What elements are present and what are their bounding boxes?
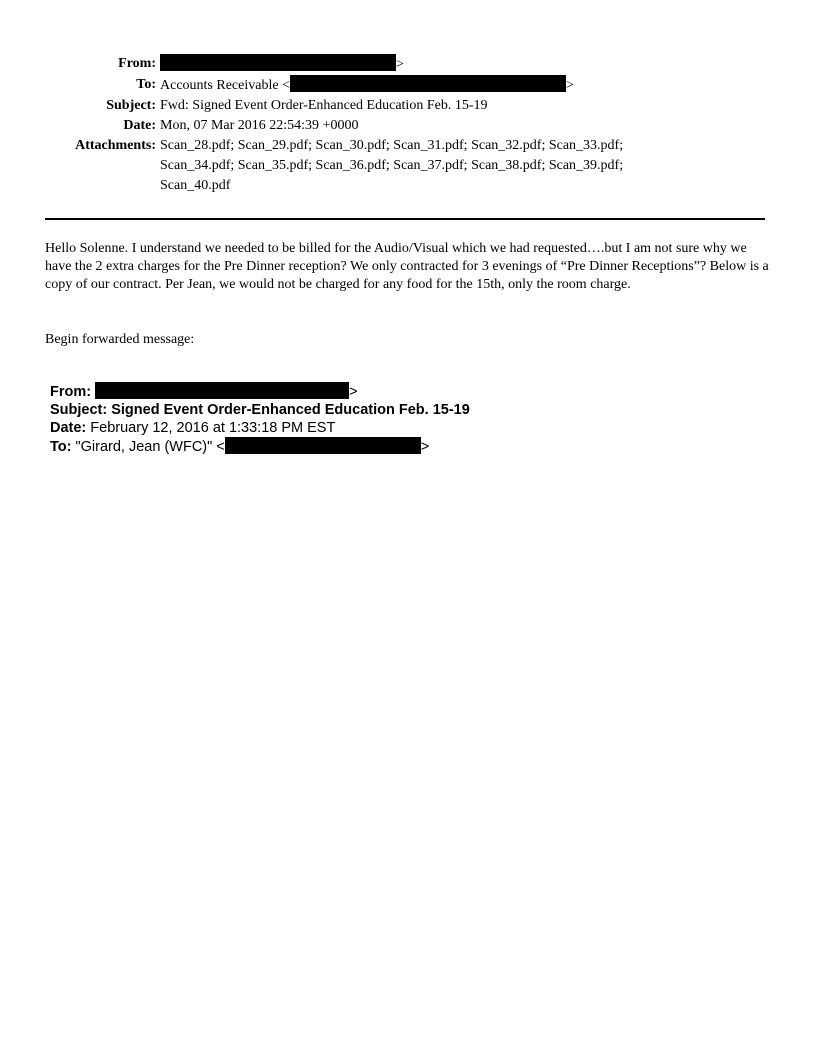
- forwarded-header: [50, 382, 750, 456]
- email-header: [0, 54, 816, 196]
- begin-forwarded-line: Begin forwarded message:: [45, 332, 195, 347]
- header-divider: [45, 218, 765, 220]
- redacted-block: [225, 437, 421, 454]
- to-prefix: Accounts Receivable <: [160, 78, 290, 93]
- subject-label: Subject:: [106, 98, 156, 113]
- attachments-line: Scan_40.pdf: [160, 178, 231, 193]
- fwd-subject-row: [50, 401, 750, 419]
- fwd-to-label: To:: [50, 439, 72, 455]
- date-label: Date:: [123, 118, 156, 133]
- fwd-date-value: February 12, 2016 at 1:33:18 PM EST: [90, 420, 336, 436]
- attachments-line: Scan_34.pdf; Scan_35.pdf; Scan_36.pdf; Scan_37.pdf; Scan_38.pdf; Scan_39.pdf;: [160, 158, 624, 173]
- message-body: Hello Solenne. I understand we needed to be billed for the Audio/Visual which we had requested….but I am not sure why we have the 2 extra charges for the Pre Dinner reception? We only contracted for 3 evenings of “Pre Dinner Receptions”? Below is a copy of our contract. Per Jean, we would not be charged for any food for the 15th, only the room charge.: [45, 241, 769, 292]
- attachments-label: Attachments:: [75, 138, 156, 153]
- fwd-date-label: Date:: [50, 420, 87, 436]
- fwd-subject-label: Subject:: [50, 402, 108, 418]
- from-label: From:: [118, 56, 156, 71]
- fwd-from-row: [50, 382, 750, 401]
- to-value: [160, 75, 720, 96]
- attachments-row: [0, 136, 816, 196]
- redacted-block: [95, 382, 349, 399]
- from-row: [0, 54, 816, 75]
- from-suffix: >: [396, 57, 404, 72]
- to-suffix: >: [565, 78, 574, 93]
- subject-value: Fwd: Signed Event Order-Enhanced Education Feb. 15-19: [160, 98, 488, 113]
- fwd-date-row: [50, 419, 750, 437]
- date-value: Mon, 07 Mar 2016 22:54:39 +0000: [160, 118, 359, 133]
- subject-row: [0, 96, 816, 116]
- fwd-from-suffix: >: [349, 384, 358, 400]
- redacted-block: [290, 75, 566, 92]
- attachments-value: [160, 136, 720, 196]
- fwd-from-label: From:: [50, 384, 92, 400]
- fwd-subject-value: Signed Event Order-Enhanced Education Feb. 15-19: [111, 402, 470, 418]
- fwd-to-row: [50, 437, 750, 456]
- fwd-to-suffix: >: [420, 439, 430, 455]
- date-row: [0, 116, 816, 136]
- to-row: [0, 75, 816, 96]
- redacted-block: [160, 54, 396, 71]
- attachments-line: Scan_28.pdf; Scan_29.pdf; Scan_30.pdf; Scan_31.pdf; Scan_32.pdf; Scan_33.pdf;: [160, 138, 624, 153]
- fwd-to-prefix: "Girard, Jean (WFC)" <: [75, 439, 225, 455]
- to-label: To:: [136, 77, 156, 92]
- from-value: [160, 54, 720, 75]
